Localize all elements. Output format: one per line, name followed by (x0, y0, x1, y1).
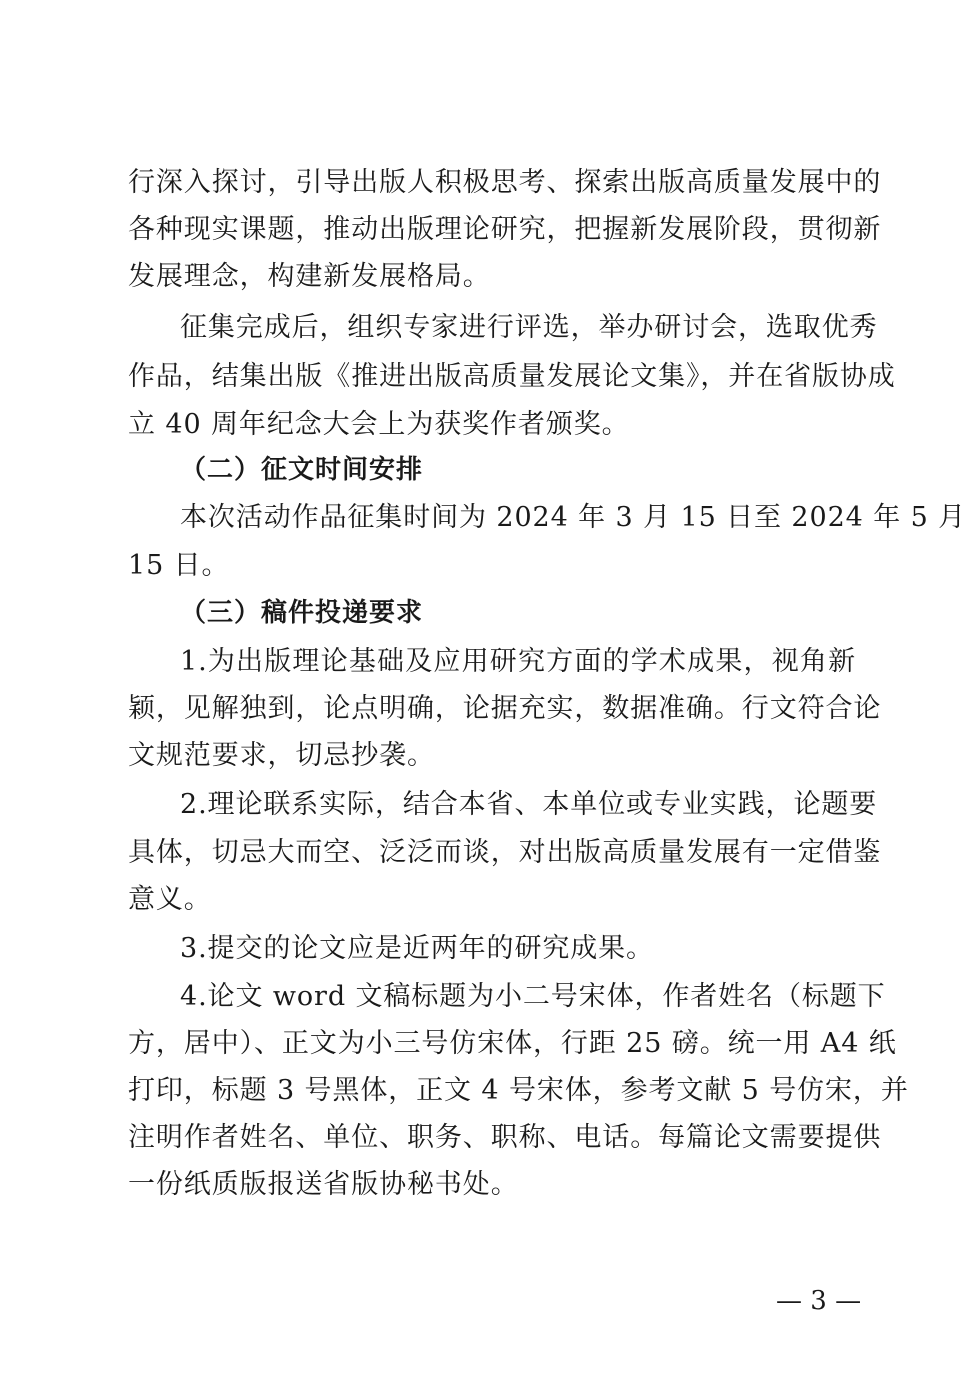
section-heading-2: （二）征文时间安排 (180, 455, 424, 485)
text-line: 各种现实课题，推动出版理论研究，把握新发展阶段，贯彻新 (128, 214, 882, 245)
page-number: — 3 — (776, 1286, 862, 1316)
text-line: 1.为出版理论基础及应用研究方面的学术成果，视角新 (180, 646, 856, 677)
text-line: 立 40 周年纪念大会上为获奖作者颁奖。 (128, 409, 630, 440)
text-line: 行深入探讨，引导出版人积极思考、探索出版高质量发展中的 (128, 167, 882, 198)
text-line: 4.论文 word 文稿标题为小二号宋体，作者姓名（标题下 (180, 981, 886, 1012)
text-line: 打印，标题 3 号黑体，正文 4 号宋体，参考文献 5 号仿宋，并 (128, 1075, 909, 1106)
text-line: 具体，切忌大而空、泛泛而谈，对出版高质量发展有一定借鉴 (128, 837, 882, 868)
text-line: 征集完成后，组织专家进行评选，举办研讨会，选取优秀 (180, 312, 878, 343)
text-line: 文规范要求，切忌抄袭。 (128, 740, 435, 771)
text-line: 注明作者姓名、单位、职务、职称、电话。每篇论文需要提供 (128, 1122, 882, 1153)
text-line: 一份纸质版报送省版协秘书处。 (128, 1169, 519, 1200)
text-line: 意义。 (128, 884, 212, 915)
text-line: 颖，见解独到，论点明确，论据充实，数据准确。行文符合论 (128, 693, 882, 724)
text-line: 2.理论联系实际，结合本省、本单位或专业实践，论题要 (180, 789, 878, 820)
text-line: 作品，结集出版《推进出版高质量发展论文集》，并在省版协成 (128, 361, 896, 392)
text-line: 方，居中）、正文为小三号仿宋体，行距 25 磅。统一用 A4 纸 (128, 1028, 897, 1059)
text-line: 发展理念，构建新发展格局。 (128, 261, 491, 292)
text-line: 本次活动作品征集时间为 2024 年 3 月 15 日至 2024 年 5 月 (180, 502, 967, 533)
text-line: 15 日。 (128, 550, 230, 581)
text-line: 3.提交的论文应是近两年的研究成果。 (180, 933, 654, 964)
section-heading-3: （三）稿件投递要求 (180, 598, 424, 628)
